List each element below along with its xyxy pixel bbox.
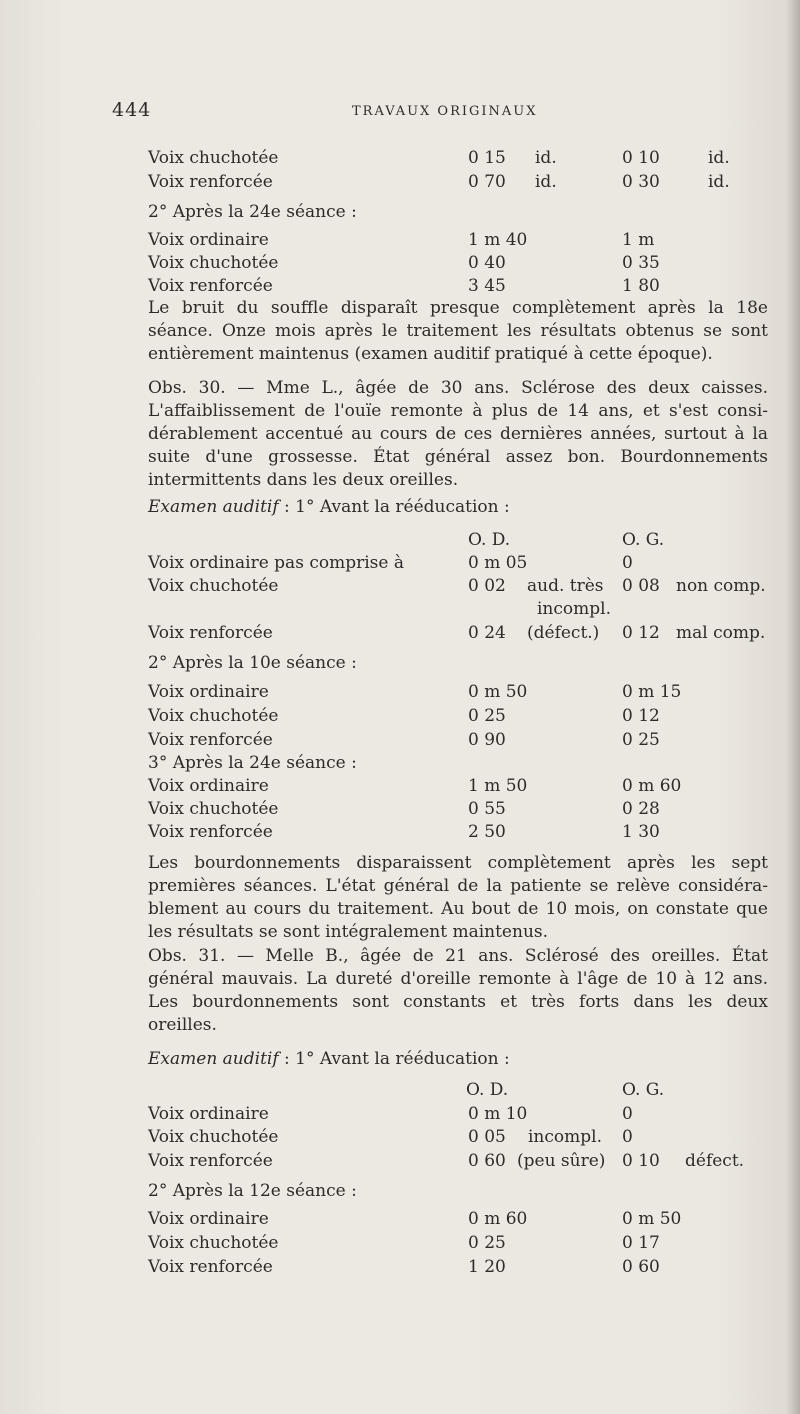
og-value: 0 60 bbox=[622, 1257, 660, 1277]
od-value: 0 70 bbox=[468, 172, 506, 192]
og-value: 0 10 bbox=[622, 148, 660, 168]
text-line: Obs. 31. — Melle B., âgée de 21 ans. Sclérosé des oreilles. État bbox=[148, 946, 768, 966]
session-heading: 3° Après la 24e séance : bbox=[148, 753, 357, 773]
row-label: Voix renforcée bbox=[148, 1151, 273, 1171]
og-value: 0 m 60 bbox=[622, 776, 682, 796]
note: non comp. bbox=[676, 576, 766, 596]
row-label: Voix ordinaire bbox=[148, 1209, 269, 1229]
row-label: Voix renforcée bbox=[148, 730, 273, 750]
row-label: Voix chuchotée bbox=[148, 1127, 279, 1147]
od-value: 0 25 bbox=[468, 1233, 506, 1253]
paragraph bbox=[148, 852, 768, 944]
session-heading: 2° Après la 10e séance : bbox=[148, 653, 357, 673]
og-value: 0 30 bbox=[622, 172, 660, 192]
og-value: 1 80 bbox=[622, 276, 660, 296]
text-line: séance. Onze mois après le traitement les résultats obtenus se sont bbox=[148, 321, 768, 341]
note: id. bbox=[535, 172, 557, 192]
row-label: Voix ordinaire pas comprise à bbox=[148, 553, 404, 573]
og-value: 0 bbox=[622, 1127, 633, 1147]
page-edge-shadow bbox=[786, 0, 800, 1414]
note: incompl. bbox=[528, 1127, 602, 1147]
row-label: Voix chuchotée bbox=[148, 576, 279, 596]
note: mal comp. bbox=[676, 623, 766, 643]
text-line: premières séances. L'état général de la patiente se relève considéra- bbox=[148, 876, 768, 896]
text-line: entièrement maintenus (examen auditif pratiqué à cette époque). bbox=[148, 344, 713, 364]
od-value: 0 m 60 bbox=[468, 1209, 528, 1229]
note: défect. bbox=[685, 1151, 745, 1171]
row-label: Voix chuchotée bbox=[148, 706, 279, 726]
od-value: 0 02 bbox=[468, 576, 506, 596]
session-heading: 2° Après la 24e séance : bbox=[148, 202, 357, 222]
exam-heading bbox=[148, 1047, 510, 1071]
column-header-og: O. G. bbox=[622, 1080, 665, 1100]
row-label: Voix renforcée bbox=[148, 172, 273, 192]
note: (défect.) bbox=[527, 623, 600, 643]
page-number: 444 bbox=[112, 99, 152, 121]
od-value: 1 m 40 bbox=[468, 230, 528, 250]
row-label: Voix renforcée bbox=[148, 822, 273, 842]
text-line: intermittents dans les deux oreilles. bbox=[148, 470, 459, 490]
row-label: Voix chuchotée bbox=[148, 253, 279, 273]
od-value: 1 m 50 bbox=[468, 776, 528, 796]
text-line: Obs. 30. — Mme L., âgée de 30 ans. Sclérose des deux caisses. bbox=[148, 378, 768, 398]
row-label: Voix ordinaire bbox=[148, 1104, 269, 1124]
note: id. bbox=[708, 172, 730, 192]
text-line: les résultats se sont intégralement maintenus. bbox=[148, 922, 549, 942]
od-value: 0 90 bbox=[468, 730, 506, 750]
od-value: 0 m 05 bbox=[468, 553, 528, 573]
od-value: 3 45 bbox=[468, 276, 506, 296]
og-value: 0 bbox=[622, 1104, 633, 1124]
note: aud. très bbox=[527, 576, 604, 596]
exam-rest: : 1° Avant la rééducation : bbox=[278, 497, 510, 517]
exam-label: Examen auditif bbox=[148, 497, 279, 517]
exam-rest: : 1° Avant la rééducation : bbox=[278, 1049, 510, 1069]
running-title: TRAVAUX ORIGINAUX bbox=[352, 104, 538, 119]
od-value: 2 50 bbox=[468, 822, 506, 842]
text-line: suite d'une grossesse. État général assez bon. Bourdonnements bbox=[148, 447, 768, 467]
og-value: 0 28 bbox=[622, 799, 660, 819]
og-value: 0 m 15 bbox=[622, 682, 682, 702]
row-label: Voix chuchotée bbox=[148, 148, 279, 168]
note: incompl. bbox=[537, 599, 611, 619]
note: id. bbox=[535, 148, 557, 168]
row-label: Voix ordinaire bbox=[148, 682, 269, 702]
paragraph bbox=[148, 945, 768, 1037]
column-header-og: O. G. bbox=[622, 530, 665, 550]
text-line: Le bruit du souffle disparaît presque complètement après la 18e bbox=[148, 298, 768, 318]
od-value: 0 m 10 bbox=[468, 1104, 528, 1124]
og-value: 0 17 bbox=[622, 1233, 660, 1253]
og-value: 0 bbox=[622, 553, 633, 573]
og-value: 0 12 bbox=[622, 706, 660, 726]
session-heading: 2° Après la 12e séance : bbox=[148, 1181, 357, 1201]
od-value: 0 24 bbox=[468, 623, 506, 643]
text-line: oreilles. bbox=[148, 1015, 217, 1035]
row-label: Voix chuchotée bbox=[148, 1233, 279, 1253]
row-label: Voix renforcée bbox=[148, 1257, 273, 1277]
text-line: général mauvais. La dureté d'oreille remonte à l'âge de 10 à 12 ans. bbox=[148, 969, 768, 989]
row-label: Voix ordinaire bbox=[148, 776, 269, 796]
text-line: L'affaiblissement de l'ouïe remonte à plus de 14 ans, et s'est consi- bbox=[148, 401, 768, 421]
paragraph bbox=[148, 297, 768, 366]
note: (peu sûre) bbox=[517, 1151, 606, 1171]
od-value: 0 25 bbox=[468, 706, 506, 726]
og-value: 0 m 50 bbox=[622, 1209, 682, 1229]
note: id. bbox=[708, 148, 730, 168]
od-value: 0 55 bbox=[468, 799, 506, 819]
text-line: Les bourdonnements sont constants et très forts dans les deux bbox=[148, 992, 768, 1012]
og-value: 0 08 bbox=[622, 576, 660, 596]
od-value: 1 20 bbox=[468, 1257, 506, 1277]
og-value: 0 10 bbox=[622, 1151, 660, 1171]
text-line: dérablement accentué au cours de ces dernières années, surtout à la bbox=[148, 424, 768, 444]
og-value: 1 30 bbox=[622, 822, 660, 842]
column-header-od: O. D. bbox=[466, 1080, 509, 1100]
od-value: 0 15 bbox=[468, 148, 506, 168]
text-line: Les bourdonnements disparaissent complètement après les sept bbox=[148, 853, 768, 873]
row-label: Voix chuchotée bbox=[148, 799, 279, 819]
exam-label: Examen auditif bbox=[148, 1049, 279, 1069]
row-label: Voix renforcée bbox=[148, 623, 273, 643]
text-line: blement au cours du traitement. Au bout de 10 mois, on constate que bbox=[148, 899, 768, 919]
og-value: 0 12 bbox=[622, 623, 660, 643]
od-value: 0 m 50 bbox=[468, 682, 528, 702]
row-label: Voix renforcée bbox=[148, 276, 273, 296]
og-value: 0 35 bbox=[622, 253, 660, 273]
row-label: Voix ordinaire bbox=[148, 230, 269, 250]
column-header-od: O. D. bbox=[468, 530, 511, 550]
paragraph bbox=[148, 377, 768, 492]
od-value: 0 05 bbox=[468, 1127, 506, 1147]
og-value: 0 25 bbox=[622, 730, 660, 750]
od-value: 0 40 bbox=[468, 253, 506, 273]
od-value: 0 60 bbox=[468, 1151, 506, 1171]
exam-heading bbox=[148, 495, 510, 519]
og-value: 1 m bbox=[622, 230, 655, 250]
